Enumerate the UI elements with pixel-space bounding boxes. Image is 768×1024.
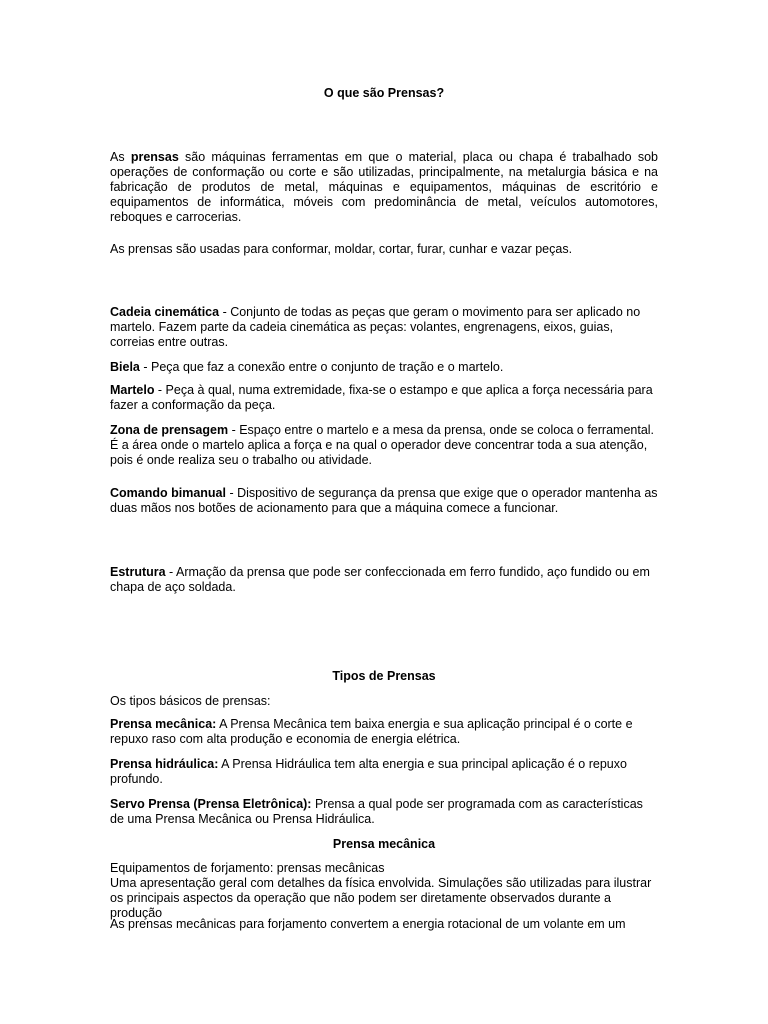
types-title: Tipos de Prensas (332, 669, 436, 683)
type-term: Prensa hidráulica: (110, 757, 219, 771)
intro-paragraph (110, 150, 658, 225)
type-mecanica (110, 717, 658, 747)
type-text: Prensa a qual pode ser programada com as características de uma Prensa Mecânica ou Prensa Hidráulica. (110, 797, 643, 826)
types-intro: Os tipos básicos de prensas: (110, 694, 271, 708)
type-servo (110, 797, 658, 827)
definition-estrutura (110, 565, 658, 595)
definition-martelo (110, 383, 658, 413)
mech-title: Prensa mecânica (332, 837, 436, 851)
definition-term: Estrutura (110, 565, 166, 579)
definition-text: - Espaço entre o martelo e a mesa da prensa, onde se coloca o ferramental. É a área onde o martelo aplica a força e na qual o operador deve concentrar toda a sua atenção, pois é onde realiza seu o trabalho ou atividade. (110, 423, 655, 467)
type-term: Prensa mecânica: (110, 717, 217, 731)
definition-term: Zona de prensagem (110, 423, 229, 437)
definition-zona (110, 423, 658, 468)
mech-line: As prensas mecânicas para forjamento convertem a energia rotacional de um volante em um (110, 917, 626, 931)
type-hidraulica (110, 757, 658, 787)
mech-line: Equipamentos de forjamento: prensas mecânicas (110, 861, 385, 875)
definition-term: Biela (110, 360, 140, 374)
type-term: Servo Prensa (Prensa Eletrônica): (110, 797, 312, 811)
mech-line: Uma apresentação geral com detalhes da física envolvida. Simulações são utilizadas para ilustrar os principais aspectos da operação que não podem ser diretamente observados durante a produção (110, 876, 652, 920)
definition-comando (110, 486, 658, 516)
definition-term: Martelo (110, 383, 155, 397)
definition-biela (110, 360, 658, 375)
type-text: A Prensa Hidráulica tem alta energia e sua principal aplicação é o repuxo profundo. (110, 757, 627, 786)
definition-text: - Conjunto de todas as peças que geram o movimento para ser aplicado no martelo. Fazem parte da cadeia cinemática as peças: volantes, engrenagens, eixos, guias, correias entre outras. (110, 305, 641, 349)
uses-paragraph: As prensas são usadas para conformar, moldar, cortar, furar, cunhar e vazar peças. (110, 242, 573, 256)
definition-text: - Peça à qual, numa extremidade, fixa-se o estampo e que aplica a força necessária para fazer a conformação da peça. (110, 383, 653, 412)
intro-rest: são máquinas ferramentas em que o material, placa ou chapa é trabalhado sob operações de conformação ou corte e são utilizadas, principalmente, na metalurgia básica e na fabricação de produtos de metal, máquinas e equipamentos, máquinas de escritório e equipamentos de informática, móveis com predominância de metal, veículos automotores, reboques e carrocerias. (110, 150, 658, 224)
intro-word: As (110, 150, 131, 164)
definition-cadeia (110, 305, 658, 350)
definition-term: Cadeia cinemática (110, 305, 220, 319)
type-text: A Prensa Mecânica tem baixa energia e sua aplicação principal é o corte e repuxo raso com alta produção e economia de energia elétrica. (110, 717, 633, 746)
definition-text: - Peça que faz a conexão entre o conjunto de tração e o martelo. (139, 360, 504, 374)
definition-text: - Dispositivo de segurança da prensa que exige que o operador mantenha as duas mãos nos botões de acionamento para que a máquina comece a funcionar. (110, 486, 658, 515)
page-title: O que são Prensas? (323, 86, 445, 100)
definition-text: - Armação da prensa que pode ser confeccionada em ferro fundido, aço fundido ou em chapa de aço soldada. (110, 565, 650, 594)
intro-term: prensas (130, 150, 179, 164)
definition-term: Comando bimanual (110, 486, 226, 500)
